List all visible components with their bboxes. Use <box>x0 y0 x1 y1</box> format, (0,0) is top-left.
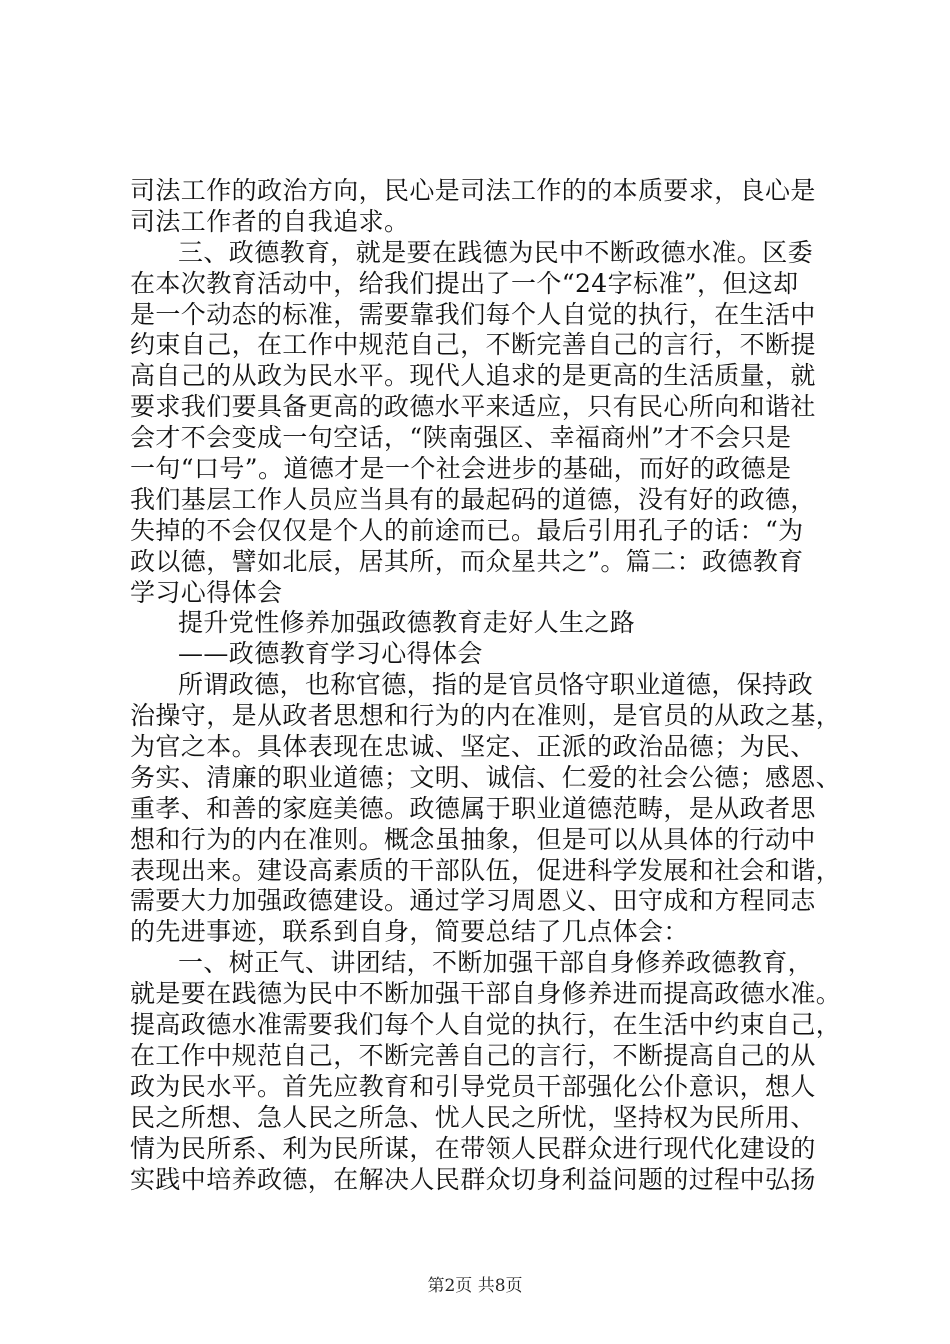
text-line: 就是要在践德为民中不断加强干部自身修养进而提高政德水准。 <box>130 979 842 1009</box>
text-line: 失掉的不会仅仅是个人的前途而已。最后引用孔子的话：“为 <box>130 515 804 545</box>
text-line: 的先进事迹，联系到自身，简要总结了几点体会： <box>130 917 689 947</box>
section-subtitle: ——政德教育学习心得体会 <box>178 639 483 669</box>
text-line: 在本次教育活动中，给我们提出了一个“24字标准”，但这却 <box>130 268 799 298</box>
text-line: 重孝、和善的家庭美德。政德属于职业道德范畴，是从政者思 <box>130 793 816 823</box>
page-number-footer: 第2页 共8页 <box>427 1276 523 1296</box>
text-line: 高自己的从政为民水平。现代人追求的是更高的生活质量，就 <box>130 361 816 391</box>
text-line: 学习心得体会 <box>130 577 283 607</box>
text-line: 提高政德水准需要我们每个人自觉的执行，在生活中约束自己， <box>130 1010 842 1040</box>
text-line: 所谓政德，也称官德，指的是官员恪守职业道德，保持政 <box>178 670 814 700</box>
text-line: 一句“口号”。道德才是一个社会进步的基础，而好的政德是 <box>130 454 792 484</box>
text-line: 务实、清廉的职业道德；文明、诚信、仁爱的社会公德；感恩、 <box>130 762 842 792</box>
text-line: 为官之本。具体表现在忠诚、坚定、正派的政治品德；为民、 <box>130 732 816 762</box>
section-title: 提升党性修养加强政德教育走好人生之路 <box>178 608 636 638</box>
text-line: 表现出来。建设高素质的干部队伍，促进科学发展和社会和谐， <box>130 855 842 885</box>
text-line: 在工作中规范自己，不断完善自己的言行，不断提高自己的从 <box>130 1040 816 1070</box>
text-line: 情为民所系、利为民所谋，在带领人民群众进行现代化建设的 <box>130 1133 816 1163</box>
text-line: 需要大力加强政德建设。通过学习周恩义、田守成和方程同志 <box>130 886 816 916</box>
text-line: 政为民水平。首先应教育和引导党员干部强化公仆意识，想人 <box>130 1071 816 1101</box>
text-line: 实践中培养政德，在解决人民群众切身利益问题的过程中弘扬 <box>130 1164 816 1194</box>
text-line: 司法工作者的自我追求。 <box>130 206 410 236</box>
text-line: 会才不会变成一句空话，“陕南强区、幸福商州”才不会只是 <box>130 423 792 453</box>
body-text <box>130 176 842 1195</box>
text-line: 约束自己，在工作中规范自己，不断完善自己的言行，不断提 <box>130 330 816 360</box>
text-line: 是一个动态的标准，需要靠我们每个人自觉的执行，在生活中 <box>130 299 816 329</box>
text-line: 民之所想、急人民之所急、忧人民之所忧，坚持权为民所用、 <box>130 1102 816 1132</box>
text-line: 司法工作的政治方向，民心是司法工作的的本质要求，良心是 <box>130 176 816 205</box>
text-line: 要求我们要具备更高的政德水平来适应，只有民心所向和谐社 <box>130 392 816 422</box>
text-line: 政以德，譬如北辰，居其所，而众星共之”。篇二：政德教育 <box>130 546 804 576</box>
text-line: 一、树正气、讲团结，不断加强干部自身修养政德教育， <box>178 948 814 978</box>
text-line: 我们基层工作人员应当具有的最起码的道德，没有好的政德， <box>130 484 816 514</box>
text-line: 治操守，是从政者思想和行为的内在准则，是官员的从政之基， <box>130 701 842 731</box>
text-line: 想和行为的内在准则。概念虽抽象，但是可以从具体的行动中 <box>130 824 816 854</box>
text-line: 三、政德教育，就是要在践德为民中不断政德水准。区委 <box>178 237 814 267</box>
